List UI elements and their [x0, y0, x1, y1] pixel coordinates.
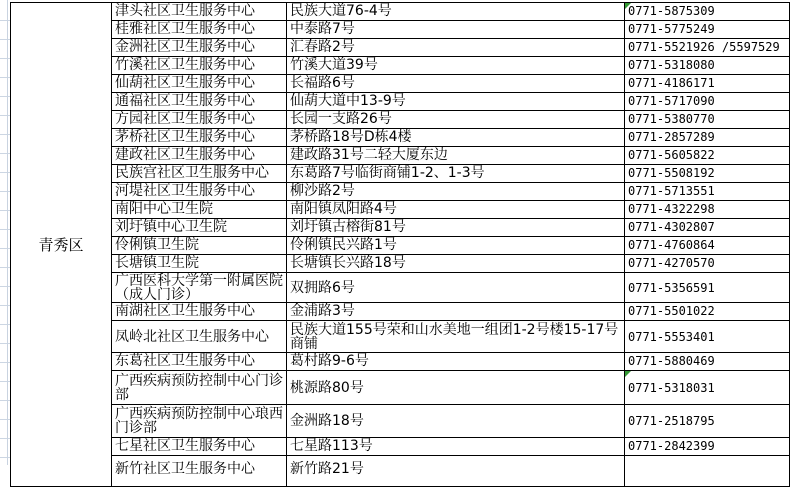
cell-phone[interactable]: 0771-5880469	[628, 354, 715, 368]
table-row	[112, 57, 789, 75]
cell-facility-name[interactable]: 南湖社区卫生服务中心	[112, 303, 287, 320]
table-row	[112, 147, 789, 165]
cell-phone[interactable]: 0771-4322298	[628, 202, 715, 216]
cell-phone[interactable]	[625, 456, 788, 486]
cell-facility-name[interactable]: 金洲社区卫生服务中心	[112, 39, 287, 56]
cell-address[interactable]: 桃源路80号	[287, 371, 625, 404]
sheet-gutter-left	[0, 0, 10, 465]
cell-phone[interactable]: 0771-5501022	[628, 304, 715, 318]
cell-address[interactable]: 长园一支路26号	[287, 111, 625, 128]
table-row	[112, 438, 789, 456]
cell-address[interactable]: 茅桥路18号D栋4楼	[287, 129, 625, 146]
cell-phone[interactable]: 0771-5775249	[628, 22, 715, 36]
cell-facility-name[interactable]: 南阳中心卫生院	[112, 201, 287, 218]
table-row	[112, 129, 789, 147]
table-row	[112, 219, 789, 237]
table-row	[112, 165, 789, 183]
cell-phone[interactable]: 0771-5318031	[625, 371, 788, 404]
cell-facility-name[interactable]: 竹溪社区卫生服务中心	[112, 57, 287, 74]
cell-phone[interactable]: 0771-5553401	[628, 329, 715, 344]
cell-facility-name[interactable]: 茅桥社区卫生服务中心	[112, 129, 287, 146]
cell-address[interactable]: 新竹路21号	[287, 456, 625, 486]
cell-facility-name[interactable]: 广西疾病预防控制中心门诊部	[112, 371, 287, 404]
table-row	[112, 237, 789, 255]
cell-facility-name[interactable]: 仙葫社区卫生服务中心	[112, 75, 287, 92]
cell-address[interactable]: 东葛路7号临街商铺1-2、1-3号	[287, 165, 625, 182]
table-row	[112, 93, 789, 111]
table-row	[112, 183, 789, 201]
table-rows	[112, 3, 789, 486]
table-row	[112, 21, 789, 39]
cell-phone[interactable]: 0771-4760864	[628, 238, 715, 252]
cell-facility-name[interactable]: 新竹社区卫生服务中心	[112, 456, 287, 486]
cell-address[interactable]: 伶俐镇民兴路1号	[287, 237, 625, 254]
cell-address[interactable]: 汇春路2号	[287, 39, 625, 56]
cell-facility-name[interactable]: 长塘镇卫生院	[112, 255, 287, 272]
table-row	[112, 201, 789, 219]
cell-phone[interactable]: 0771-4302807	[628, 220, 715, 234]
cell-phone[interactable]: 0771-5380770	[628, 112, 715, 126]
cell-facility-name[interactable]: 桂雅社区卫生服务中心	[112, 21, 287, 38]
cell-phone[interactable]: 0771-2857289	[628, 130, 715, 144]
cell-phone[interactable]: 0771-5717090	[628, 94, 715, 108]
table-row	[112, 405, 789, 438]
cell-phone[interactable]: 0771-5318080	[628, 58, 715, 72]
cell-phone[interactable]: 0771-2518795	[628, 414, 715, 428]
cell-facility-name[interactable]: 河堤社区卫生服务中心	[112, 183, 287, 200]
cell-facility-name[interactable]: 民族宫社区卫生服务中心	[112, 165, 287, 182]
cell-address[interactable]: 仙葫大道中13-9号	[287, 93, 625, 110]
cell-facility-name[interactable]: 津头社区卫生服务中心	[112, 3, 287, 20]
cell-phone[interactable]: 0771-5713551	[628, 184, 715, 198]
cell-phone[interactable]: 0771-5356591	[628, 280, 715, 295]
district-label: 青秀区	[38, 236, 84, 254]
cell-facility-name[interactable]: 凤岭北社区卫生服务中心	[112, 321, 287, 352]
cell-phone[interactable]: 0771-2842399	[628, 439, 715, 453]
table-row	[112, 371, 789, 405]
cell-facility-name[interactable]: 建政社区卫生服务中心	[112, 147, 287, 164]
cell-facility-name[interactable]: 七星社区卫生服务中心	[112, 438, 287, 455]
cell-facility-name[interactable]: 通福社区卫生服务中心	[112, 93, 287, 110]
cell-address[interactable]: 民族大道76-4号	[287, 3, 625, 20]
cell-phone[interactable]: 0771-4186171	[628, 76, 715, 90]
cell-address[interactable]: 中泰路7号	[287, 21, 625, 38]
cell-address[interactable]: 民族大道155号荣和山水美地一组团1-2号楼15-17号商铺	[287, 321, 625, 352]
cell-address[interactable]: 金浦路3号	[287, 303, 625, 320]
cell-phone[interactable]: 0771-5521926 /5597529	[628, 40, 780, 54]
cell-address[interactable]: 双拥路6号	[287, 273, 625, 302]
cell-address[interactable]: 长塘镇长兴路18号	[287, 255, 625, 272]
cell-phone[interactable]: 0771-5605822	[628, 148, 715, 162]
table-row	[112, 3, 789, 21]
cell-address[interactable]: 建政路31号二轻大厦东边	[287, 147, 625, 164]
cell-address[interactable]: 七星路113号	[287, 438, 625, 455]
cell-address[interactable]: 刘圩镇古榕街81号	[287, 219, 625, 236]
table-row	[112, 111, 789, 129]
error-indicator-icon	[625, 3, 631, 9]
table-row	[112, 303, 789, 321]
cell-phone[interactable]: 0771-5875309	[625, 3, 788, 20]
table-row	[112, 321, 789, 353]
district-merged-cell[interactable]	[11, 3, 112, 486]
cell-phone[interactable]: 0771-4270570	[628, 256, 715, 270]
table-row	[112, 456, 789, 486]
cell-facility-name[interactable]: 广西疾病预防控制中心琅西门诊部	[112, 405, 287, 437]
cell-address[interactable]: 南阳镇凤阳路4号	[287, 201, 625, 218]
cell-facility-name[interactable]: 方园社区卫生服务中心	[112, 111, 287, 128]
cell-facility-name[interactable]: 东葛社区卫生服务中心	[112, 353, 287, 370]
cell-address[interactable]: 柳沙路2号	[287, 183, 625, 200]
table-row	[112, 75, 789, 93]
table-row	[112, 255, 789, 273]
cell-phone[interactable]: 0771-5508192	[628, 166, 715, 180]
table-row	[112, 273, 789, 303]
cell-address[interactable]: 竹溪大道39号	[287, 57, 625, 74]
cell-address[interactable]: 长福路6号	[287, 75, 625, 92]
cell-facility-name[interactable]: 广西医科大学第一附属医院（成人门诊）	[112, 273, 287, 302]
cell-facility-name[interactable]: 伶俐镇卫生院	[112, 237, 287, 254]
cell-address[interactable]: 葛村路9-6号	[287, 353, 625, 370]
cell-facility-name[interactable]: 刘圩镇中心卫生院	[112, 219, 287, 236]
table-row	[112, 39, 789, 57]
table-row	[112, 353, 789, 371]
cell-address[interactable]: 金洲路18号	[287, 405, 625, 437]
health-centers-table	[10, 2, 790, 487]
error-indicator-icon	[625, 371, 631, 377]
